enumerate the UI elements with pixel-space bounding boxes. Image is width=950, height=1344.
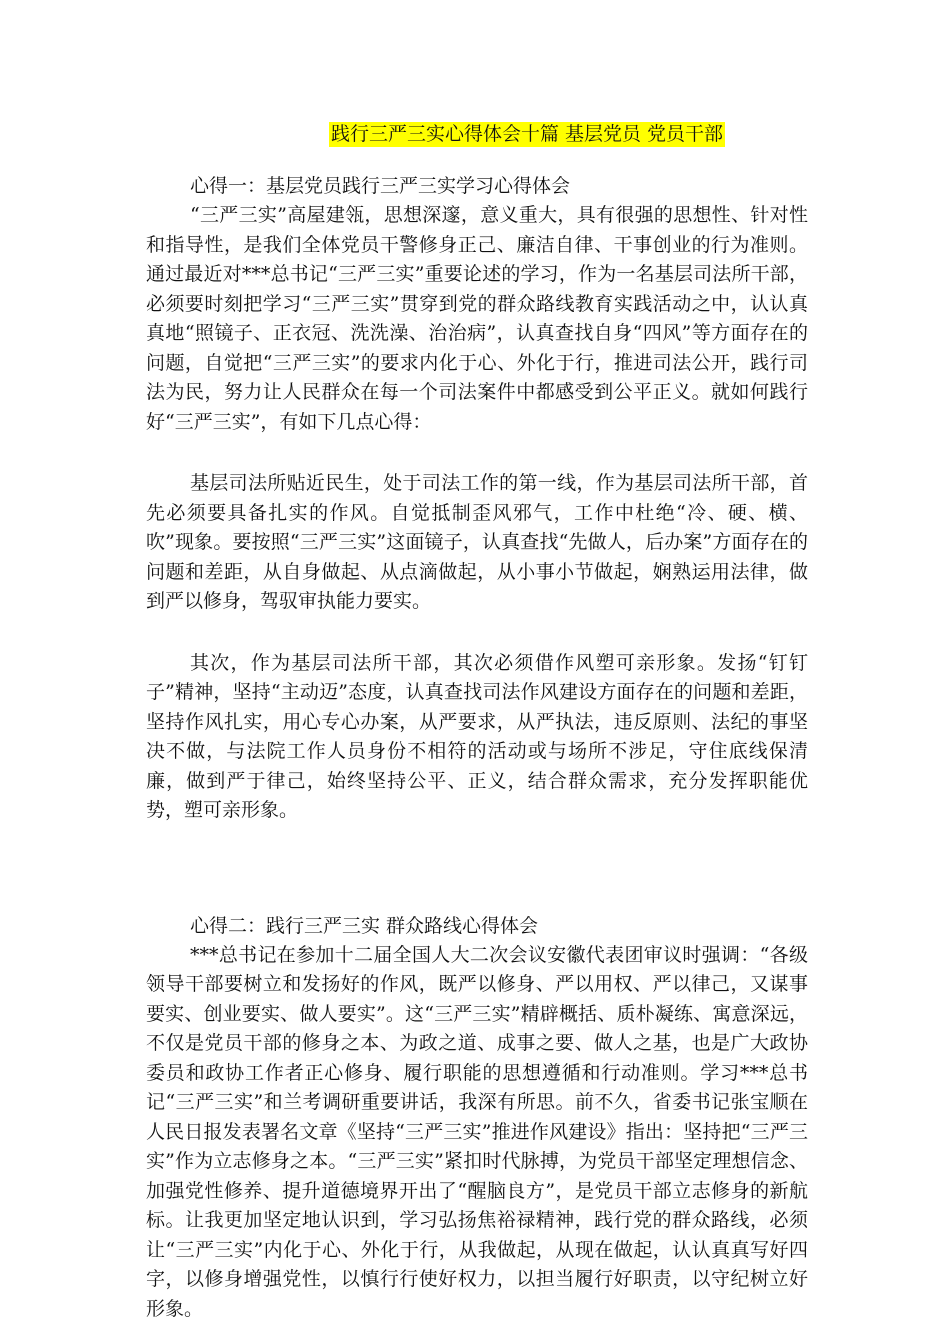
section-2 — [146, 912, 808, 1325]
section-1-paragraph-2: 基层司法所贴近民生，处于司法工作的第一线，作为基层司法所干部，首先必须要具备扎实的作风。自觉抵制歪风邪气，工作中杜绝“冷、硬、横、吹”现象。要按照“三严三实”这面镜子，认真查找“先做人，后办案”方面存在的问题和差距，从自身做起、从点滴做起，从小事小节做起，娴熟运用法律，做到严以修身，驾驭审执能力要实。 — [146, 472, 808, 612]
section-2-paragraph-1: ***总书记在参加十二届全国人大二次会议安徽代表团审议时强调：“各级领导干部要树立和发扬好的作风，既严以修身、严以用权、严以律己，又谋事要实、创业要实、做人要实”。这“三严三实”精辟概括、质朴凝练、寓意深远，不仅是党员干部的修身之本、为政之道、成事之要、做人之基，也是广大政协委员和政协工作者正心修身、履行职能的思想遵循和行动准则。学习***总书记“三严三实”和兰考调研重要讲话，我深有所思。前不久，省委书记张宝顺在人民日报发表署名文章《坚持“三严三实”推进作风建设》指出：坚持把“三严三实”作为立志修身之本。“三严三实”紧扣时代脉搏，为党员干部坚定理想信念、加强党性修养、提升道德境界开出了“醒脑良方”，是党员干部立志修身的新航标。让我更加坚定地认识到，学习弘扬焦裕禄精神，践行党的群众路线，必须让“三严三实”内化于心、外化于行，从我做起，从现在做起，认认真真写好四字，以修身增强党性，以慎行行使好权力，以担当履行好职责，以守纪树立好形象。 — [146, 943, 808, 1320]
section-1-paragraph-3: 其次，作为基层司法所干部，其次必须借作风塑可亲形象。发扬“钉钉子”精神，坚持“主动迈”态度，认真查找司法作风建设方面存在的问题和差距，坚持作风扎实，用心专心办案，从严要求，从严执法，违反原则、法纪的事坚决不做，与法院工作人员身份不相符的活动或与场所不涉足，守住底线保清廉，做到严于律己，始终坚持公平、正义，结合群众需求，充分发挥职能优势，塑可亲形象。 — [146, 651, 808, 821]
document-title: 践行三严三实心得体会十篇 基层党员 党员干部 — [330, 123, 724, 145]
section-1-paragraph-1: “三严三实”高屋建瓴，思想深邃，意义重大，具有很强的思想性、针对性和指导性，是我们全体党员干警修身正己、廉洁自律、干事创业的行为准则。通过最近对***总书记“三严三实”重要论述的学习，作为一名基层司法所干部，必须要时刻把学习“三严三实”贯穿到党的群众路线教育实践活动之中，认认真真地“照镜子、正衣冠、洗洗澡、治治病”，认真查找自身“四风”等方面存在的问题，自觉把“三严三实”的要求内化于心、外化于行，推进司法公开，践行司法为民，努力让人民群众在每一个司法案件中都感受到公平正义。就如何践行好“三严三实”，有如下几点心得： — [146, 204, 808, 433]
paragraph-spacer — [146, 437, 808, 469]
document-page — [146, 118, 808, 1324]
section-2-heading: 心得二：践行三严三实 群众路线心得体会 — [190, 914, 539, 937]
section-1 — [146, 172, 808, 826]
title-row — [246, 118, 808, 152]
paragraph-spacer — [146, 617, 808, 649]
section-spacer — [146, 826, 808, 912]
section-1-heading: 心得一：基层党员践行三严三实学习心得体会 — [190, 175, 571, 197]
